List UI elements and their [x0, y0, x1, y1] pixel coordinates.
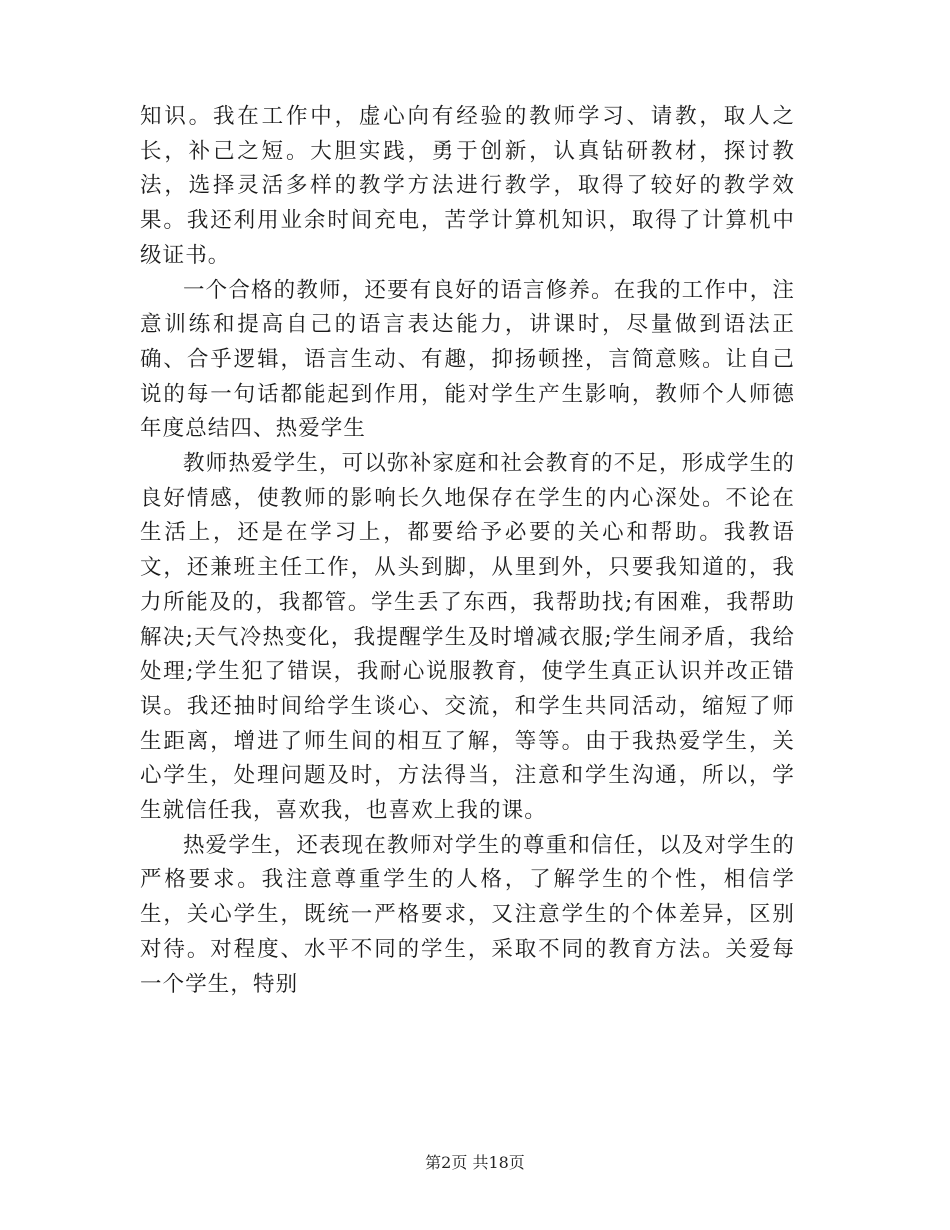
document-body	[140, 100, 795, 1002]
paragraph-3: 教师热爱学生，可以弥补家庭和社会教育的不足，形成学生的良好情感，使教师的影响长久地保存在学生的内心深处。不论在生活上，还是在学习上，都要给予必要的关心和帮助。我教语文，还兼班主任工作，从头到脚，从里到外，只要我知道的，我力所能及的，我都管。学生丢了东西，我帮助找;有困难，我帮助解决;天气冷热变化，我提醒学生及时增减衣服;学生闹矛盾，我给处理;学生犯了错误，我耐心说服教育，使学生真正认识并改正错误。我还抽时间给学生谈心、交流，和学生共同活动，缩短了师生距离，增进了师生间的相互了解，等等。由于我热爱学生，关心学生，处理问题及时，方法得当，注意和学生沟通，所以，学生就信任我，喜欢我，也喜欢上我的课。	[140, 451, 795, 824]
paragraph-1: 知识。我在工作中，虚心向有经验的教师学习、请教，取人之长，补己之短。大胆实践，勇于创新，认真钻研教材，探讨教法，选择灵活多样的教学方法进行教学，取得了较好的教学效果。我还利用业余时间充电，苦学计算机知识，取得了计算机中级证书。	[140, 104, 795, 268]
paragraph-2: 一个合格的教师，还要有良好的语言修养。在我的工作中，注意训练和提高自己的语言表达能力，讲课时，尽量做到语法正确、合乎逻辑，语言生动、有趣，抑扬顿挫，言简意赅。让自己说的每一句话都能起到作用，能对学生产生影响，教师个人师德年度总结四、热爱学生	[140, 277, 795, 442]
page-number-footer: 第2页 共18页	[425, 1153, 525, 1172]
paragraph-4: 热爱学生，还表现在教师对学生的尊重和信任，以及对学生的严格要求。我注意尊重学生的人格，了解学生的个性，相信学生，关心学生，既统一严格要求，又注意学生的个体差异，区别对待。对程度、水平不同的学生，采取不同的教育方法。关爱每一个学生，特别	[140, 832, 795, 997]
